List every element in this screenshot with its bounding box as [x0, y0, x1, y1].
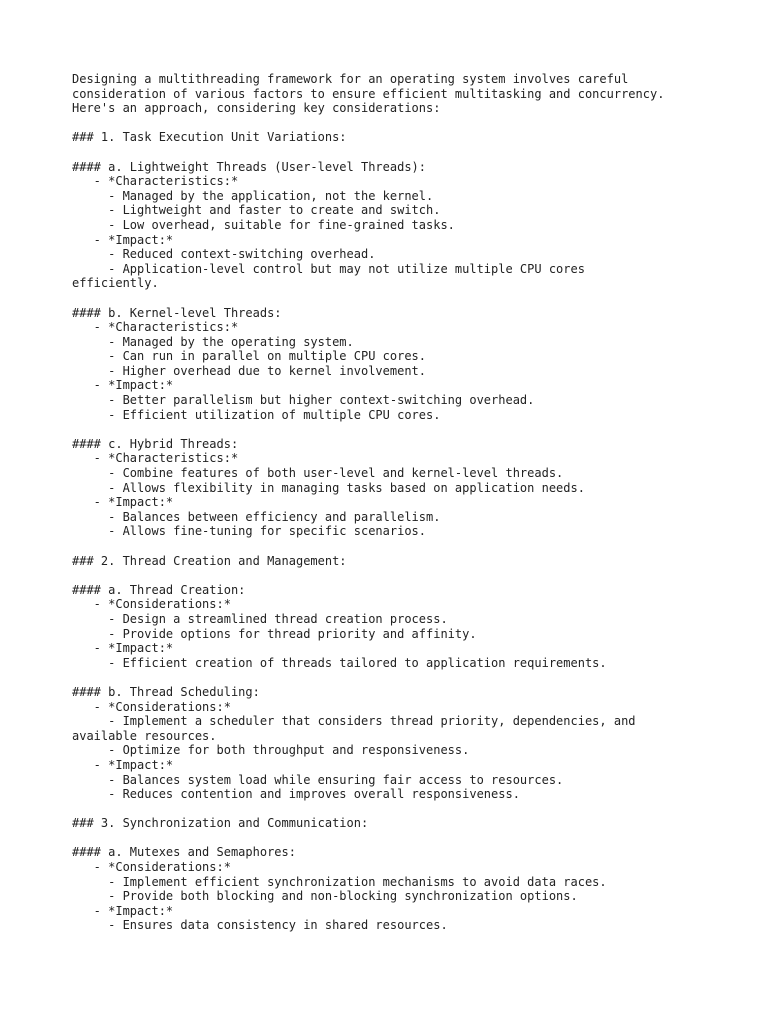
blank-line: [72, 145, 712, 160]
text-line: efficiently.: [72, 276, 159, 291]
text-line: - Combine features of both user-level and kernel-level threads.: [72, 466, 564, 481]
text-line: #### b. Thread Scheduling:: [72, 684, 260, 699]
text-line: - Lightweight and faster to create and switch.: [72, 203, 441, 218]
text-line: #### b. Kernel-level Threads:: [72, 305, 282, 320]
text-line: ### 3. Synchronization and Communication:: [72, 816, 369, 831]
blank-line: [72, 291, 712, 306]
text-line: available resources.: [72, 728, 217, 743]
text-line: - Balances between efficiency and parallelism.: [72, 509, 441, 524]
text-line: - *Characteristics:*: [72, 451, 239, 466]
text-line: - Low overhead, suitable for fine-grained tasks.: [72, 217, 455, 232]
blank-line: [72, 116, 712, 131]
text-line: - Can run in parallel on multiple CPU cores.: [72, 349, 427, 364]
text-line: - Ensures data consistency in shared resources.: [72, 918, 448, 933]
blank-line: [72, 568, 712, 583]
text-line: Designing a multithreading framework for an operating system involves careful: [72, 72, 629, 86]
text-line: - *Characteristics:*: [72, 320, 239, 335]
text-line: #### a. Thread Creation:: [72, 582, 246, 597]
blank-line: [72, 670, 712, 685]
text-line: - *Impact:*: [72, 378, 174, 393]
text-line: - Reduced context-switching overhead.: [72, 247, 376, 262]
blank-line: [72, 539, 712, 554]
text-line: - Efficient creation of threads tailored to application requirements.: [72, 655, 607, 670]
text-line: - *Considerations:*: [72, 597, 231, 612]
text-line: - Better parallelism but higher context-switching overhead.: [72, 393, 535, 408]
document-body: [72, 72, 712, 933]
text-line: - Application-level control but may not utilize multiple CPU cores: [72, 261, 585, 276]
blank-line: [72, 831, 712, 846]
text-line: - Higher overhead due to kernel involvement.: [72, 363, 427, 378]
text-line: #### a. Mutexes and Semaphores:: [72, 845, 296, 860]
text-line: - Allows flexibility in managing tasks based on application needs.: [72, 480, 585, 495]
text-line: ### 1. Task Execution Unit Variations:: [72, 130, 347, 145]
text-line: - Managed by the operating system.: [72, 334, 354, 349]
text-line: - Design a streamlined thread creation process.: [72, 611, 448, 626]
text-line: #### a. Lightweight Threads (User-level Threads):: [72, 159, 427, 174]
text-line: - *Considerations:*: [72, 699, 231, 714]
text-line: - Reduces contention and improves overall responsiveness.: [72, 787, 520, 802]
text-line: - Implement efficient synchronization mechanisms to avoid data races.: [72, 874, 607, 889]
text-line: ### 2. Thread Creation and Management:: [72, 553, 347, 568]
text-line: - *Impact:*: [72, 641, 174, 656]
blank-line: [72, 422, 712, 437]
text-line: - Optimize for both throughput and responsiveness.: [72, 743, 470, 758]
text-line: - Implement a scheduler that considers thread priority, dependencies, and: [72, 714, 636, 729]
text-line: - *Impact:*: [72, 757, 174, 772]
text-line: - Provide both blocking and non-blocking synchronization options.: [72, 889, 578, 904]
text-line: - *Characteristics:*: [72, 174, 239, 189]
text-line: #### c. Hybrid Threads:: [72, 436, 239, 451]
text-line: - Efficient utilization of multiple CPU cores.: [72, 407, 441, 422]
document-page: [72, 72, 712, 933]
text-line: - Allows fine-tuning for specific scenarios.: [72, 524, 427, 539]
text-line: consideration of various factors to ensure efficient multitasking and concurrency.: [72, 86, 665, 101]
text-line: - *Impact:*: [72, 495, 174, 510]
text-line: - *Impact:*: [72, 903, 174, 918]
text-line: - Provide options for thread priority and affinity.: [72, 626, 477, 641]
text-line: - *Considerations:*: [72, 860, 231, 875]
text-line: - Balances system load while ensuring fair access to resources.: [72, 772, 564, 787]
text-line: Here's an approach, considering key considerations:: [72, 101, 441, 116]
text-line: - Managed by the application, not the kernel.: [72, 188, 434, 203]
text-line: - *Impact:*: [72, 232, 174, 247]
blank-line: [72, 802, 712, 817]
